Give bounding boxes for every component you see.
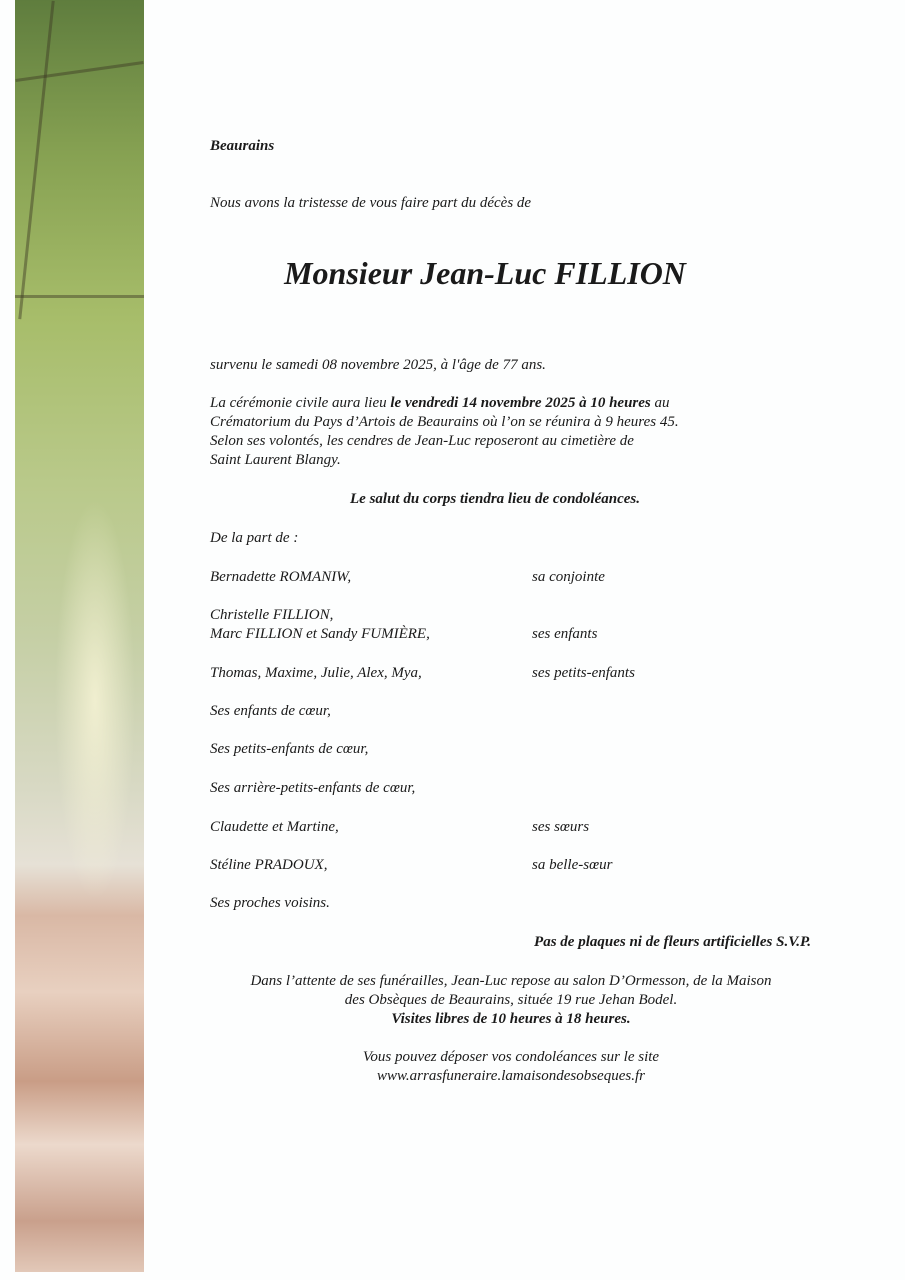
ceremony-text xyxy=(210,394,679,470)
family-names: Ses enfants de cœur, xyxy=(210,703,331,719)
family-names: Bernadette ROMANIW, xyxy=(210,569,352,585)
family-names: Ses proches voisins. xyxy=(210,895,330,911)
deceased-line: survenu le samedi 08 novembre 2025, à l'âge de 77 ans. xyxy=(210,357,546,373)
ceremony-l2: Crématorium du Pays d’Artois de Beaurains où l’on se réunira à 9 heures 45. xyxy=(210,414,679,430)
family-names: Ses petits-enfants de cœur, xyxy=(210,741,369,757)
from-label: De la part de : xyxy=(210,530,299,546)
family-names: Ses arrière-petits-enfants de cœur, xyxy=(210,780,416,796)
website-url[interactable]: www.arrasfuneraire.lamaisondesobseques.fr xyxy=(377,1068,645,1084)
ceremony-l1c: au xyxy=(650,395,670,411)
family-names: Thomas, Maxime, Julie, Alex, Mya, xyxy=(210,665,422,681)
visit-hours: Visites libres de 10 heures à 18 heures. xyxy=(391,1011,631,1027)
ceremony-date: le vendredi 14 novembre 2025 à 10 heures xyxy=(390,395,651,411)
intro-text: Nous avons la tristesse de vous faire part du décès de xyxy=(210,195,532,211)
website-l1: Vous pouvez déposer vos condoléances sur le site xyxy=(362,1049,660,1065)
ceremony-l4: Saint Laurent Blangy. xyxy=(210,452,341,468)
location: Beaurains xyxy=(210,138,275,154)
no-flowers-note: Pas de plaques ni de fleurs artificielles S.V.P. xyxy=(534,934,811,950)
rest-l1: Dans l’attente de ses funérailles, Jean-Luc repose au salon D’Ormesson, de la Maison xyxy=(250,973,772,989)
website-info xyxy=(180,1048,842,1086)
family-names: Marc FILLION et Sandy FUMIÈRE, xyxy=(210,626,430,642)
family-names: Stéline PRADOUX, xyxy=(210,857,328,873)
family-relation: sa conjointe xyxy=(532,569,605,585)
family-relation: ses petits-enfants xyxy=(532,665,635,681)
deceased-name: Monsieur Jean-Luc FILLION xyxy=(284,255,686,291)
family-relation: ses enfants xyxy=(532,626,598,642)
family-names: Christelle FILLION, xyxy=(210,607,334,623)
family-names: Claudette et Martine, xyxy=(210,819,339,835)
rest-l2: des Obsèques de Beaurains, située 19 rue Jehan Bodel. xyxy=(344,992,678,1008)
rest-info xyxy=(180,972,842,1029)
family-relation: ses sœurs xyxy=(532,819,590,835)
forest-path-photo-strip xyxy=(15,0,144,1272)
family-relation: sa belle-sœur xyxy=(532,857,613,873)
ceremony-l3: Selon ses volontés, les cendres de Jean-Luc reposeront au cimetière de xyxy=(210,433,634,449)
ceremony-l1a: La cérémonie civile aura lieu xyxy=(210,395,391,411)
condolences-note: Le salut du corps tiendra lieu de condoléances. xyxy=(350,491,640,507)
